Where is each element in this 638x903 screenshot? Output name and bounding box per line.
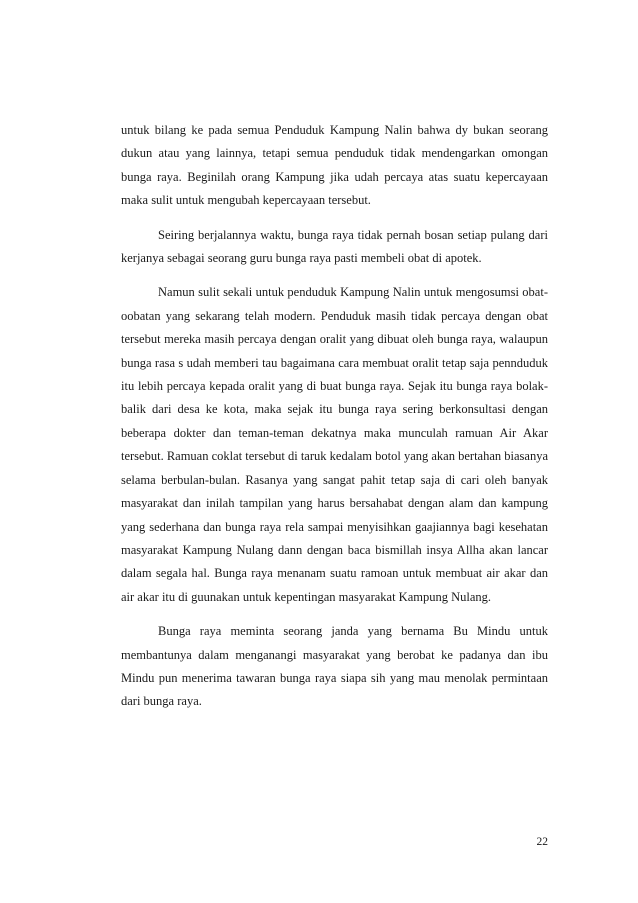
body-text bbox=[121, 119, 548, 725]
paragraph-3: Namun sulit sekali untuk penduduk Kampung Nalin untuk mengosumsi obat-oobatan yang sekarang telah modern. Penduduk masih tidak percaya dengan obat tersebut mereka masih percaya dengan oralit yang dibuat oleh bunga raya, walaupun bunga rasa s udah memberi tau bagaimana cara membuat oralit tetap saja pennduduk itu lebih percaya kepada oralit yang di buat bunga raya. Sejak itu bunga raya bolak-balik dari desa ke kota, maka sejak itu bunga raya sering berkonsultasi dengan beberapa dokter dan teman-teman dekatnya maka munculah ramuan Air Akar tersebut. Ramuan coklat tersebut di taruk kedalam botol yang akan bertahan biasanya selama berbulan-bulan. Rasanya yang sangat pahit tetap saja di cari oleh banyak masyarakat dan inilah tampilan yang harus bersahabat dengan alam dan kampung yang sederhana dan bunga raya rela sampai menyisihkan gaajiannya bagi kesehatan masyarakat Kampung Nulang dann dengan baca bismillah insya Allha akan lancar dalam segala hal. Bunga raya menanam suatu ramoan untuk membuat air akar dan air akar itu di guunakan untuk kepentingan masyarakat Kampung Nulang. bbox=[121, 285, 548, 604]
paragraph-4: Bunga raya meminta seorang janda yang bernama Bu Mindu untuk membantunya dalam menganangi masyarakat yang berobat ke padanya dan ibu Mindu pun menerima tawaran bunga raya siapa sih yang mau menolak permintaan dari bunga raya. bbox=[121, 624, 548, 709]
page-number: 22 bbox=[536, 836, 548, 848]
paragraph-2: Seiring berjalannya waktu, bunga raya tidak pernah bosan setiap pulang dari kerjanya sebagai seorang guru bunga raya pasti membeli obat di apotek. bbox=[121, 227, 548, 266]
paragraph-1: untuk bilang ke pada semua Penduduk Kampung Nalin bahwa dy bukan seorang dukun atau yang lainnya, tetapi semua penduduk tidak mendengarkan omongan bunga raya. Beginilah orang Kampung jika udah percaya atas suatu kepercayaan maka sulit untuk mengubah kepercayaan tersebut. bbox=[121, 123, 548, 208]
